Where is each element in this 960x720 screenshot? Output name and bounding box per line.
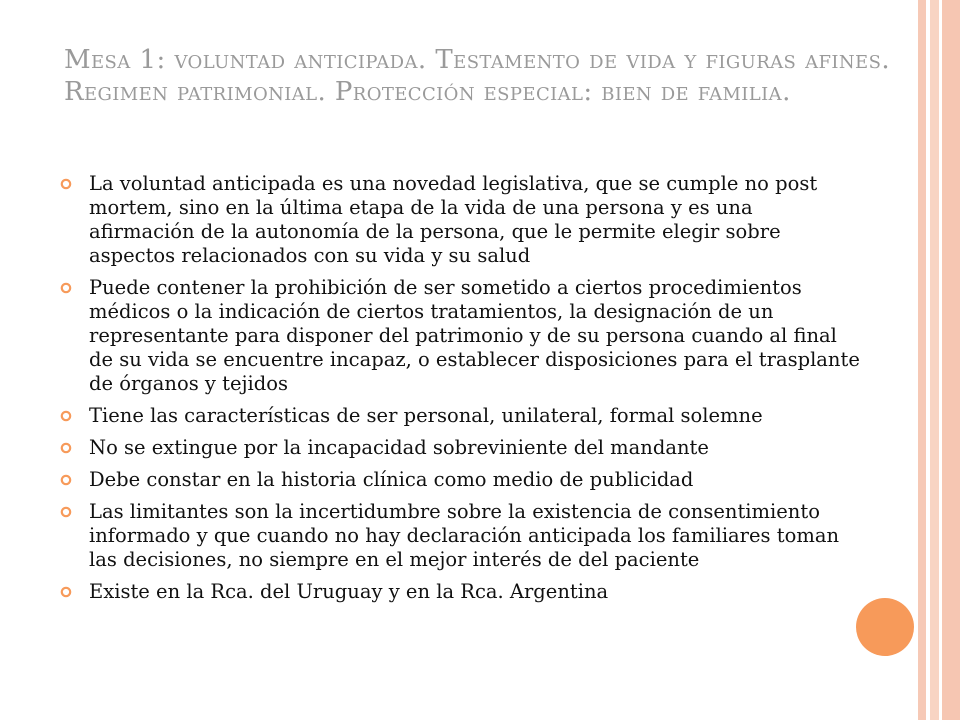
bullet-text: Tiene las características de ser personal, unilateral, formal solemne: [89, 404, 763, 427]
bullet-list: [60, 172, 860, 612]
orange-ring-bullet-icon: [60, 500, 78, 524]
bullet-text: No se extingue por la incapacidad sobreviniente del mandante: [89, 436, 709, 459]
bullet-text: Existe en la Rca. del Uruguay y en la Rca. Argentina: [89, 580, 609, 603]
bullet-item: [60, 580, 860, 604]
bullet-text: Las limitantes son la incertidumbre sobre la existencia de consentimiento informado y que cuando no hay declaración anticipada los familiares toman las decisiones, no siempre en el mejor interés de del paciente: [89, 500, 839, 571]
orange-ring-bullet-icon: [60, 404, 78, 428]
orange-ring-bullet-icon: [60, 172, 78, 196]
bullet-item: [60, 172, 860, 268]
bullet-text: La voluntad anticipada es una novedad legislativa, que se cumple no post mortem, sino en la última etapa de la vida de una persona y es una afirmación de la autonomía de la persona, que le permite elegir sobre aspectos relacionados con su vida y su salud: [89, 172, 818, 267]
orange-ring-bullet-icon: [60, 580, 78, 604]
bullet-item: [60, 468, 860, 492]
decorative-orange-circle: [856, 598, 914, 656]
slide-title: Mesa 1: voluntad anticipada. Testamento de vida y figuras afines. Regimen patrimonial. Protección especial: bien de familia.: [64, 45, 890, 107]
decorative-stripe: [942, 0, 960, 720]
bullet-text: Puede contener la prohibición de ser sometido a ciertos procedimientos médicos o la indicación de ciertos tratamientos, la designación de un representante para disponer del patrimonio y de su persona cuando al final de su vida se encuentre incapaz, o establecer disposiciones para el trasplante de órganos y tejidos: [89, 276, 860, 395]
orange-ring-bullet-icon: [60, 436, 78, 460]
decorative-stripe: [918, 0, 926, 720]
bullet-item: [60, 276, 860, 396]
bullet-text: Debe constar en la historia clínica como medio de publicidad: [89, 468, 694, 491]
bullet-item: [60, 436, 860, 460]
decorative-stripe: [930, 0, 939, 720]
orange-ring-bullet-icon: [60, 468, 78, 492]
bullet-item: [60, 404, 860, 428]
orange-ring-bullet-icon: [60, 276, 78, 300]
bullet-item: [60, 500, 860, 572]
